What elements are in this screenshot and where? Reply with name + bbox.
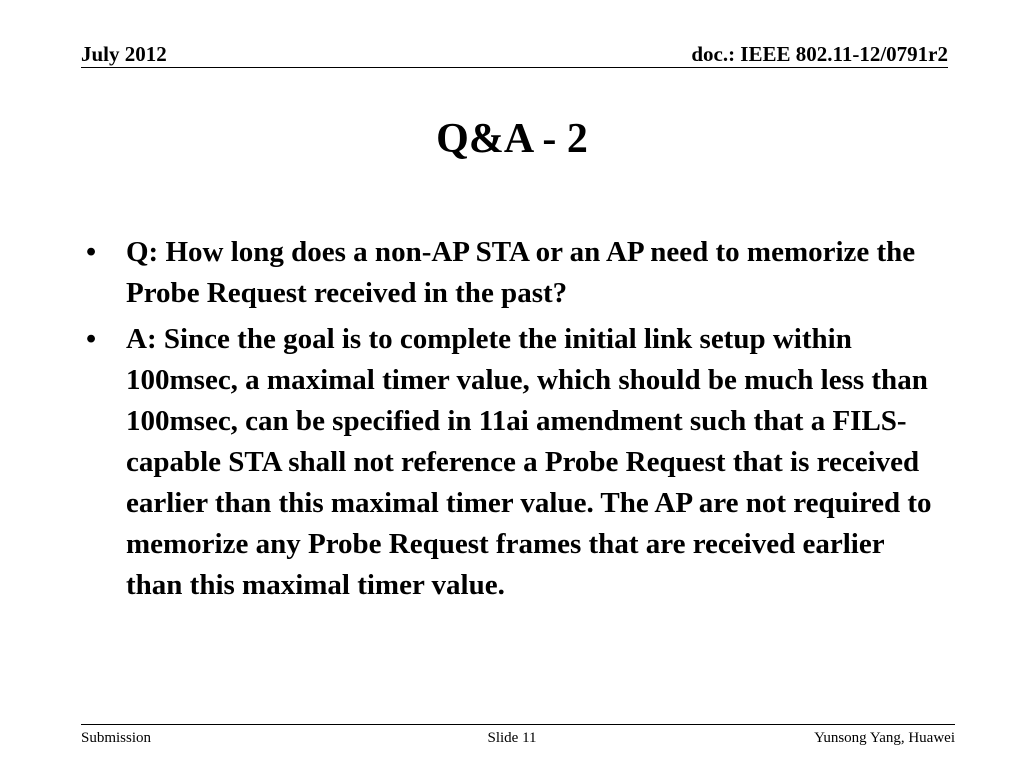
footer-slide-number: Slide 11 xyxy=(487,730,537,746)
header-document-id: doc.: IEEE 802.11-12/0791r2 xyxy=(691,42,948,66)
footer-submission: Submission xyxy=(81,730,152,746)
slide-title: Q&A - 2 xyxy=(436,116,588,162)
footer-author: Yunsong Yang, Huawei xyxy=(814,730,955,746)
bullet-marker: • xyxy=(86,236,97,268)
bullet-answer xyxy=(86,319,946,606)
header-divider xyxy=(81,67,948,68)
bullet-text: Q: How long does a non-AP STA or an AP need to memorize the Probe Request received in the past? xyxy=(126,236,916,309)
bullet-marker: • xyxy=(86,323,97,355)
bullet-list xyxy=(86,232,946,611)
bullet-question xyxy=(86,232,946,314)
header-date: July 2012 xyxy=(81,42,167,66)
footer-divider xyxy=(81,724,955,725)
bullet-text: A: Since the goal is to complete the initial link setup within 100msec, a maximal timer value, which should be much less than 100msec, can be specified in 11ai amendment such that a FILS-capable STA shall not reference a Probe Request that is received earlier than this maximal timer value. The AP are not required to memorize any Probe Request frames that are received earlier than this maximal timer value. xyxy=(126,323,932,601)
